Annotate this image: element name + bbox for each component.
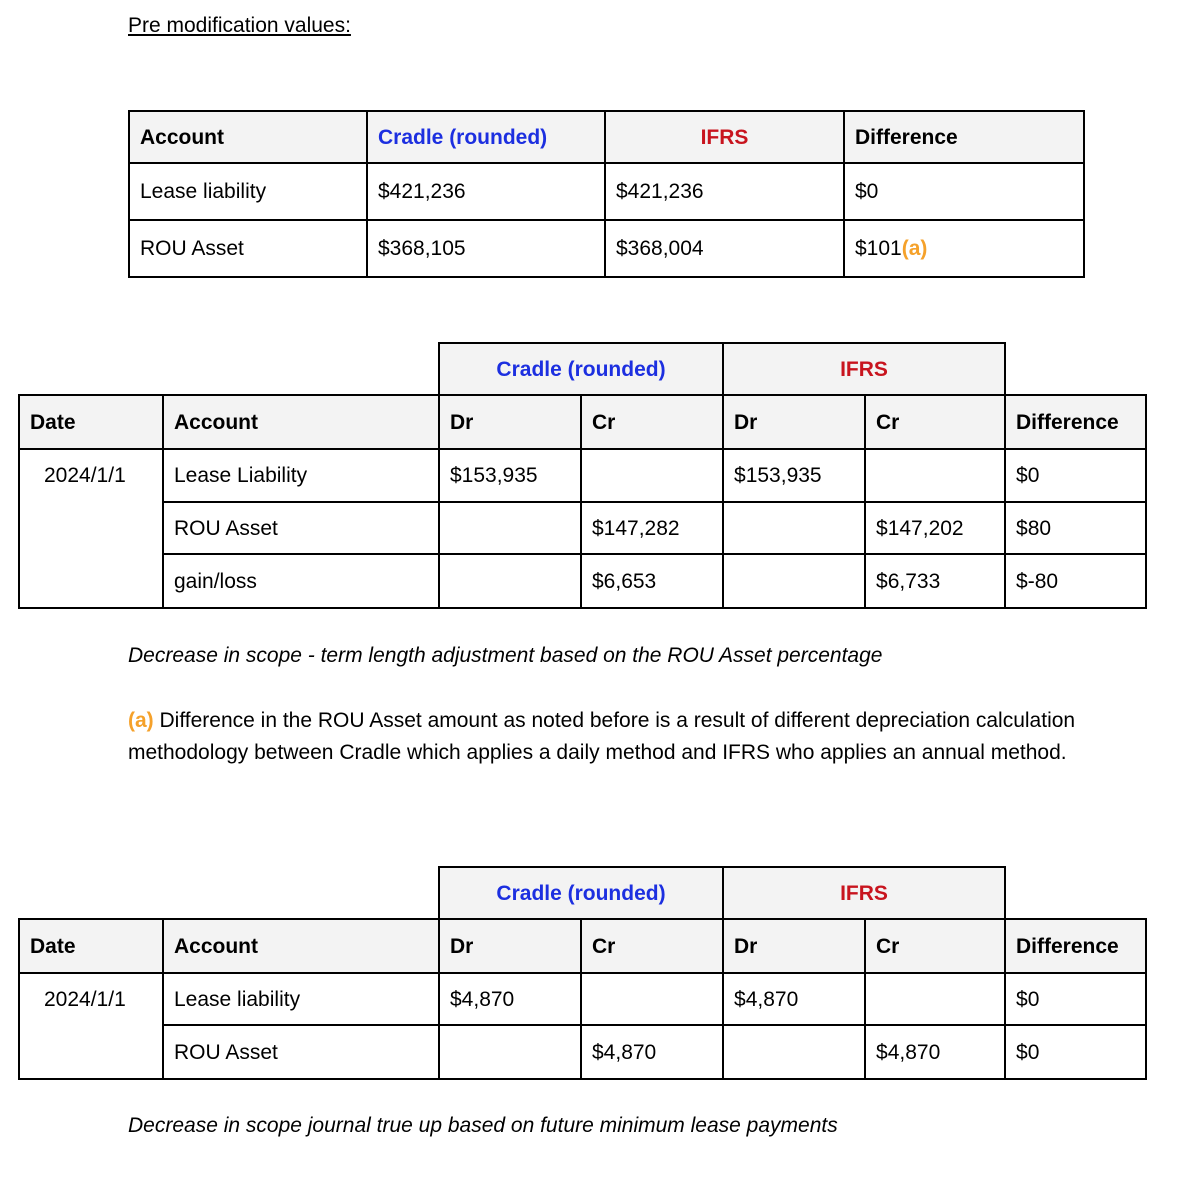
cell-difference: [844, 220, 1084, 277]
cell-cradle-cr: $6,653: [581, 554, 723, 608]
cell-cradle-dr: [439, 554, 581, 608]
col-header-ifrs: IFRS: [605, 111, 844, 163]
caption-true-up: Decrease in scope journal true up based on future minimum lease payments: [128, 1114, 838, 1137]
group-header-ifrs: IFRS: [723, 343, 1005, 395]
cell-cradle: $421,236: [367, 163, 605, 220]
table-row: [129, 220, 1084, 277]
col-header-ifrs-dr: Dr: [723, 919, 865, 973]
cell-ifrs-cr: [865, 973, 1005, 1025]
cell-cradle-cr: [581, 449, 723, 502]
cell-account: ROU Asset: [129, 220, 367, 277]
col-header-ifrs-cr: Cr: [865, 919, 1005, 973]
cell-cradle-cr: $4,870: [581, 1025, 723, 1079]
col-header-account: Account: [163, 395, 439, 449]
cell-ifrs-dr: [723, 1025, 865, 1079]
cell-cradle-cr: $147,282: [581, 502, 723, 554]
col-header-cradle-cr: Cr: [581, 919, 723, 973]
col-header-cradle-dr: Dr: [439, 919, 581, 973]
cell-cradle-dr: [439, 1025, 581, 1079]
cell-ifrs-dr: $4,870: [723, 973, 865, 1025]
pre-modification-table: [128, 110, 1085, 278]
cell-difference: $80: [1005, 502, 1146, 554]
cell-ifrs-cr: $6,733: [865, 554, 1005, 608]
footnote-text: Difference in the ROU Asset amount as noted before is a result of different depreciation calculation methodology between Cradle which applies a daily method and IFRS who applies an annual method.: [128, 709, 1076, 764]
cell-account: ROU Asset: [163, 502, 439, 554]
col-header-difference: Difference: [1005, 395, 1146, 449]
col-header-cradle-dr: Dr: [439, 395, 581, 449]
table-row: [19, 1025, 1146, 1079]
col-header-cradle-cr: Cr: [581, 395, 723, 449]
col-header-cradle: Cradle (rounded): [367, 111, 605, 163]
cell-date: 2024/1/1: [19, 973, 163, 1079]
col-header-difference: Difference: [1005, 919, 1146, 973]
col-header-account: Account: [129, 111, 367, 163]
group-header-ifrs: IFRS: [723, 867, 1005, 919]
footnote-marker: (a): [128, 709, 154, 732]
cell-cradle-dr: $4,870: [439, 973, 581, 1025]
cell-ifrs-dr: [723, 554, 865, 608]
table-row: [19, 973, 1146, 1025]
footnote-marker: (a): [901, 237, 928, 260]
cell-cradle-dr: $153,935: [439, 449, 581, 502]
journal-table-true-up: [18, 866, 1147, 1080]
cell-ifrs-cr: [865, 449, 1005, 502]
cell-cradle: $368,105: [367, 220, 605, 277]
col-header-ifrs-dr: Dr: [723, 395, 865, 449]
col-header-date: Date: [19, 919, 163, 973]
cell-ifrs-dr: $153,935: [723, 449, 865, 502]
difference-value: $101: [855, 237, 902, 260]
table-row: [19, 449, 1146, 502]
cell-date: 2024/1/1: [19, 449, 163, 608]
cell-account: gain/loss: [163, 554, 439, 608]
caption-term-adjustment: Decrease in scope - term length adjustment based on the ROU Asset percentage: [128, 644, 883, 667]
table-row: [19, 502, 1146, 554]
cell-cradle-cr: [581, 973, 723, 1025]
cell-ifrs-cr: $147,202: [865, 502, 1005, 554]
col-header-difference: Difference: [844, 111, 1084, 163]
cell-account: Lease liability: [129, 163, 367, 220]
col-header-account: Account: [163, 919, 439, 973]
cell-ifrs: $421,236: [605, 163, 844, 220]
group-header-cradle: Cradle (rounded): [439, 343, 723, 395]
col-header-date: Date: [19, 395, 163, 449]
cell-ifrs-cr: $4,870: [865, 1025, 1005, 1079]
cell-difference: $0: [844, 163, 1084, 220]
cell-difference: $-80: [1005, 554, 1146, 608]
page-heading: Pre modification values:: [128, 14, 351, 37]
cell-difference: $0: [1005, 449, 1146, 502]
cell-account: ROU Asset: [163, 1025, 439, 1079]
group-header-cradle: Cradle (rounded): [439, 867, 723, 919]
table-row: [19, 554, 1146, 608]
cell-account: Lease Liability: [163, 449, 439, 502]
cell-cradle-dr: [439, 502, 581, 554]
table-row: [129, 163, 1084, 220]
cell-ifrs-dr: [723, 502, 865, 554]
cell-difference: $0: [1005, 973, 1146, 1025]
cell-ifrs: $368,004: [605, 220, 844, 277]
cell-account: Lease liability: [163, 973, 439, 1025]
footnote-paragraph: [128, 705, 1088, 769]
journal-table-term-adjustment: [18, 342, 1147, 609]
cell-difference: $0: [1005, 1025, 1146, 1079]
col-header-ifrs-cr: Cr: [865, 395, 1005, 449]
